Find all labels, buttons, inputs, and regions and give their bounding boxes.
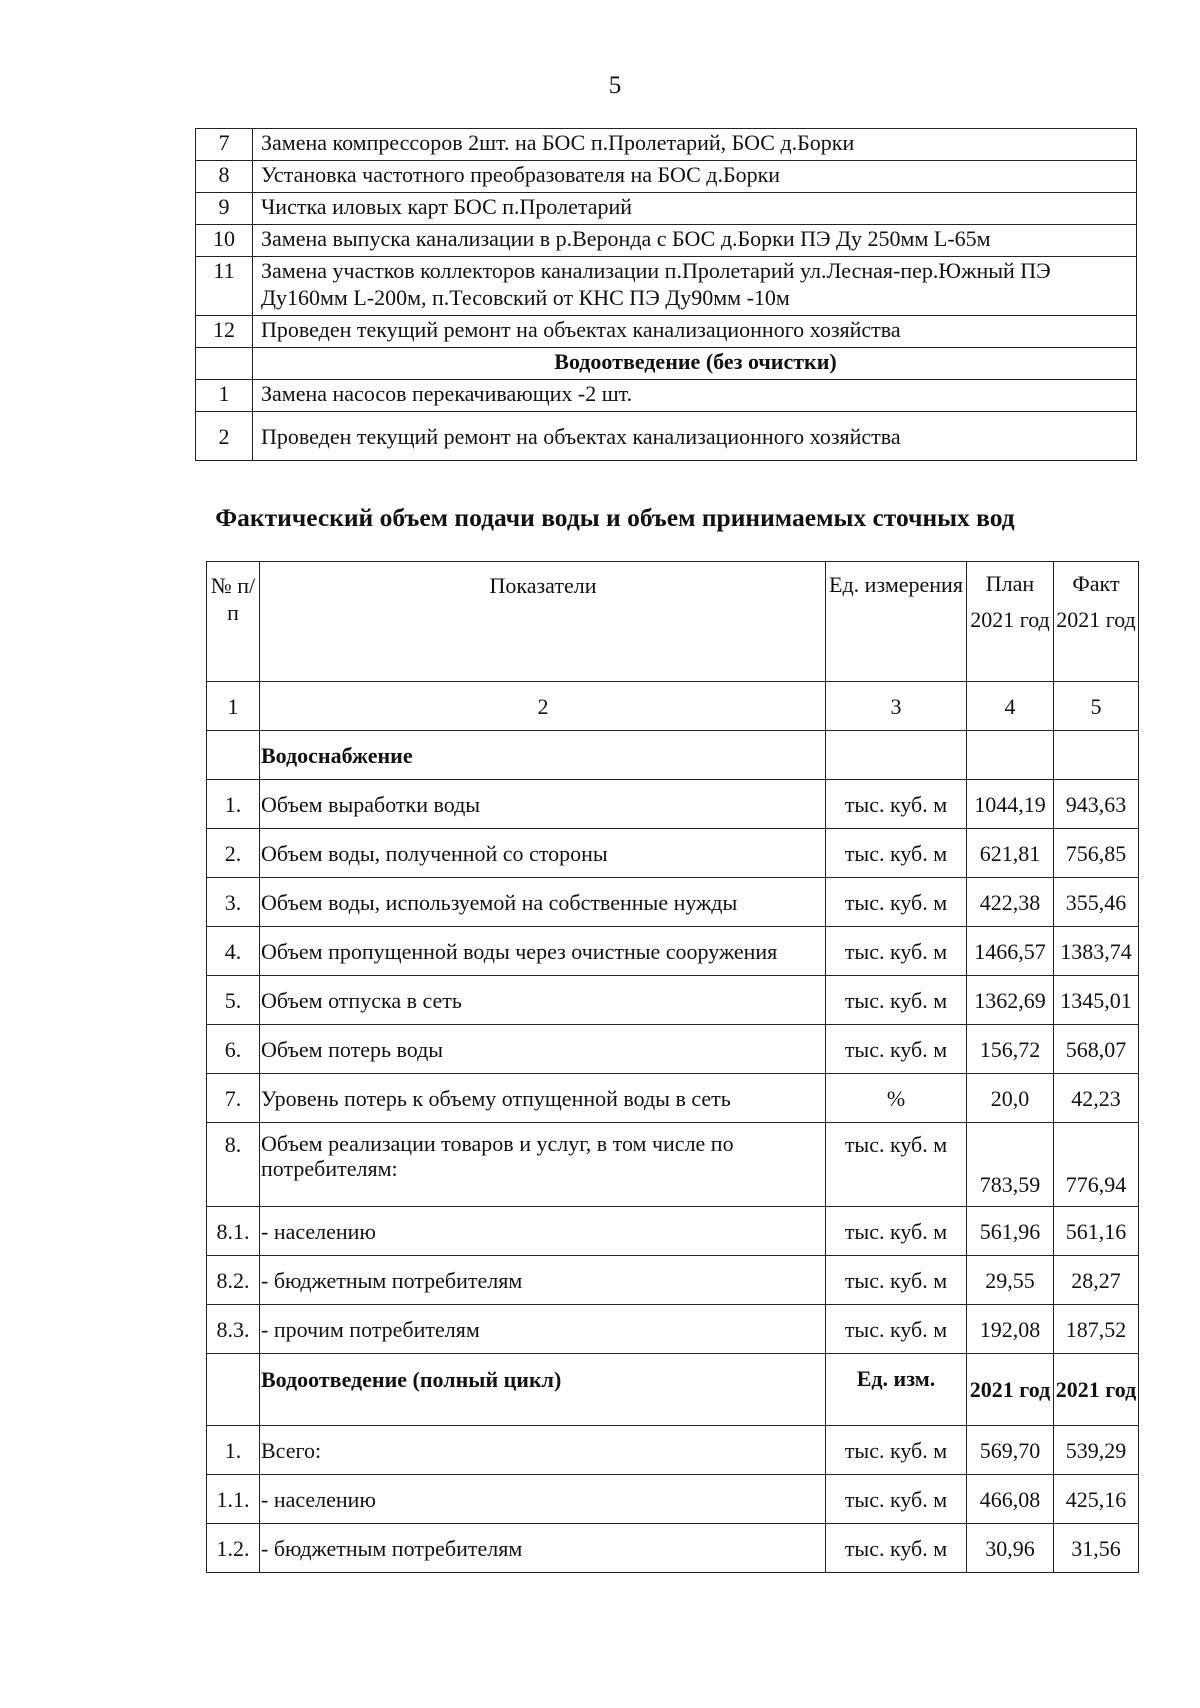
header-plan: План 2021 год [967,562,1054,682]
page-number: 5 [608,72,622,99]
empty-cell [1054,731,1139,780]
table-row [207,1426,1139,1475]
table-row [196,316,1137,348]
water-volume-table [206,561,1139,1573]
plan-value: 1044,19 [967,780,1054,829]
fact-value: 1383,74 [1054,927,1139,976]
indicator-name: Объем отпуска в сеть [260,976,826,1025]
indicator-name: Всего: [260,1426,826,1475]
empty-cell [196,348,253,380]
section-row [207,731,1139,780]
indicator-name: Объем воды, полученной со стороны [260,829,826,878]
fact-value: 355,46 [1054,878,1139,927]
unit: тыс. куб. м [826,780,967,829]
plan-value: 783,59 [967,1123,1054,1207]
indicator-name: - населению [260,1207,826,1256]
indicator-name: Объем выработки воды [260,780,826,829]
table-row [207,829,1139,878]
column-number: 2 [260,682,826,731]
section-row [207,1354,1139,1426]
empty-cell [826,731,967,780]
table-row [207,1256,1139,1305]
section-plan-year: 2021 год [967,1354,1054,1426]
plan-value: 20,0 [967,1074,1054,1123]
column-number: 4 [967,682,1054,731]
row-number: 4. [207,927,260,976]
column-number: 3 [826,682,967,731]
table-row [196,380,1137,412]
row-text: Замена насосов перекачивающих -2 шт. [253,380,1137,412]
section-title: Водоотведение (без очистки) [253,348,1137,380]
plan-value: 156,72 [967,1025,1054,1074]
row-text: Проведен текущий ремонт на объектах канализационного хозяйства [253,316,1137,348]
row-number: 8 [196,161,253,193]
fact-value: 28,27 [1054,1256,1139,1305]
fact-value: 1345,01 [1054,976,1139,1025]
table-row [207,878,1139,927]
table-row [207,1207,1139,1256]
fact-value: 568,07 [1054,1025,1139,1074]
unit: тыс. куб. м [826,1524,967,1573]
plan-value: 569,70 [967,1426,1054,1475]
unit: тыс. куб. м [826,1025,967,1074]
column-number-row [207,682,1139,731]
row-text: Чистка иловых карт БОС п.Пролетарий [253,193,1137,225]
row-number: 12 [196,316,253,348]
empty-cell [207,1354,260,1426]
unit: тыс. куб. м [826,927,967,976]
unit: тыс. куб. м [826,1256,967,1305]
row-number: 2. [207,829,260,878]
row-number: 1.1. [207,1475,260,1524]
section-sewerage: Водоотведение (полный цикл) [260,1354,826,1426]
unit: тыс. куб. м [826,829,967,878]
fact-value: 187,52 [1054,1305,1139,1354]
indicator-name: Объем воды, используемой на собственные нужды [260,878,826,927]
row-number: 9 [196,193,253,225]
unit: тыс. куб. м [826,1475,967,1524]
table-row [207,1074,1139,1123]
table-row [207,976,1139,1025]
header-unit: Ед. измерения [826,562,967,682]
row-number: 6. [207,1025,260,1074]
section-row [196,348,1137,380]
row-number: 2 [196,412,253,461]
table-row [207,1475,1139,1524]
row-number: 7 [196,129,253,161]
plan-value: 422,38 [967,878,1054,927]
row-number: 8.2. [207,1256,260,1305]
table-row [207,927,1139,976]
fact-value: 561,16 [1054,1207,1139,1256]
row-number: 10 [196,225,253,257]
unit: тыс. куб. м [826,1207,967,1256]
unit: тыс. куб. м [826,878,967,927]
row-text: Замена компрессоров 2шт. на БОС п.Пролетарий, БОС д.Борки [253,129,1137,161]
plan-value: 466,08 [967,1475,1054,1524]
row-text: Замена выпуска канализации в р.Веронда с БОС д.Борки ПЭ Ду 250мм L-65м [253,225,1137,257]
unit: тыс. куб. м [826,1305,967,1354]
row-number: 1.2. [207,1524,260,1573]
header-row [207,562,1139,682]
indicator-name: Объем пропущенной воды через очистные сооружения [260,927,826,976]
fact-value: 425,16 [1054,1475,1139,1524]
column-number: 5 [1054,682,1139,731]
row-number: 1. [207,780,260,829]
plan-value: 1362,69 [967,976,1054,1025]
table-row [196,193,1137,225]
row-text: Установка частотного преобразователя на БОС д.Борки [253,161,1137,193]
table-row [207,1305,1139,1354]
table-row [196,129,1137,161]
fact-value: 31,56 [1054,1524,1139,1573]
row-number: 8.3. [207,1305,260,1354]
row-number: 1. [207,1426,260,1475]
section-heading: Фактический объем подачи воды и объем принимаемых сточных вод [215,503,1015,532]
unit: % [826,1074,967,1123]
table-row [196,257,1137,316]
plan-value: 192,08 [967,1305,1054,1354]
row-number: 8. [207,1123,260,1207]
indicator-name: - населению [260,1475,826,1524]
column-number: 1 [207,682,260,731]
section-water-supply: Водоснабжение [260,731,826,780]
row-text: Проведен текущий ремонт на объектах канализационного хозяйства [253,412,1137,461]
indicator-name: Объем потерь воды [260,1025,826,1074]
header-fact: Факт 2021 год [1054,562,1139,682]
row-number: 11 [196,257,253,316]
indicator-name: - прочим потребителям [260,1305,826,1354]
fact-value: 42,23 [1054,1074,1139,1123]
table-row [207,1123,1139,1207]
table-row [196,225,1137,257]
indicator-name: Уровень потерь к объему отпущенной воды в сеть [260,1074,826,1123]
plan-value: 561,96 [967,1207,1054,1256]
plan-value: 621,81 [967,829,1054,878]
section-fact-year: 2021 год [1054,1354,1139,1426]
unit: тыс. куб. м [826,976,967,1025]
works-table [195,128,1137,461]
fact-value: 756,85 [1054,829,1139,878]
plan-value: 29,55 [967,1256,1054,1305]
unit: тыс. куб. м [826,1426,967,1475]
table-row [196,412,1137,461]
table-row [207,1524,1139,1573]
header-number: № п/п [207,562,260,682]
fact-value: 943,63 [1054,780,1139,829]
section-unit: Ед. изм. [826,1354,967,1426]
row-number: 7. [207,1074,260,1123]
header-indicator: Показатели [260,562,826,682]
fact-value: 776,94 [1054,1123,1139,1207]
table-row [207,780,1139,829]
row-text: Замена участков коллекторов канализации п.Пролетарий ул.Лесная-пер.Южный ПЭ Ду160мм L-200м, п.Тесовский от КНС ПЭ Ду90мм -10м [253,257,1137,316]
fact-value: 539,29 [1054,1426,1139,1475]
table-row [207,1025,1139,1074]
empty-cell [207,731,260,780]
indicator-name: - бюджетным потребителям [260,1524,826,1573]
table-row [196,161,1137,193]
row-number: 5. [207,976,260,1025]
row-number: 3. [207,878,260,927]
indicator-name: Объем реализации товаров и услуг, в том числе по потребителям: [260,1123,826,1207]
indicator-name: - бюджетным потребителям [260,1256,826,1305]
row-number: 8.1. [207,1207,260,1256]
plan-value: 1466,57 [967,927,1054,976]
plan-value: 30,96 [967,1524,1054,1573]
row-number: 1 [196,380,253,412]
empty-cell [967,731,1054,780]
unit: тыс. куб. м [826,1123,967,1207]
